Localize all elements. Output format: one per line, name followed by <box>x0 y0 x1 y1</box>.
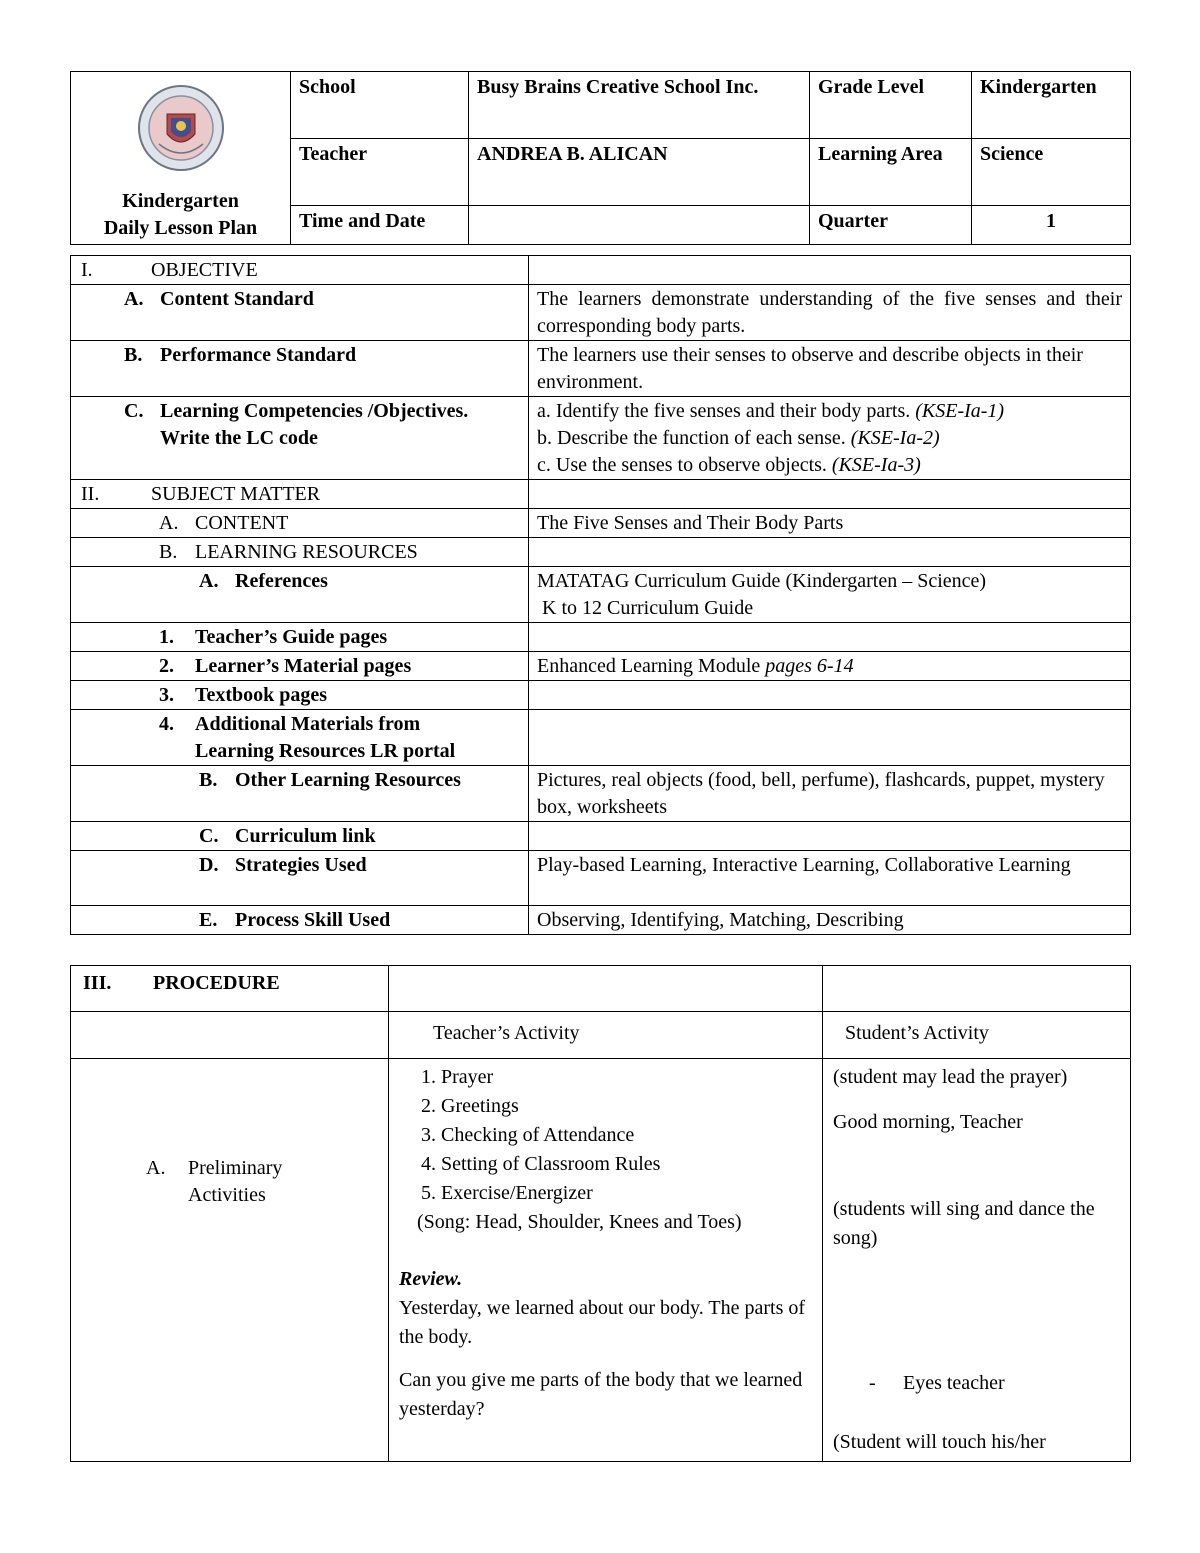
student-response-item <box>833 1369 1120 1398</box>
process-skill-value: Observing, Identifying, Matching, Describing <box>529 906 1131 935</box>
resources-label: LEARNING RESOURCES <box>195 541 418 563</box>
content-standard-label-cell <box>71 285 529 341</box>
teacher-label: Teacher <box>291 139 469 206</box>
deped-seal-icon <box>137 84 225 172</box>
list-item: 2. Greetings <box>421 1095 519 1117</box>
list-marker: A. <box>124 288 144 310</box>
procedure-heading <box>71 966 389 1012</box>
competency-item <box>537 425 1122 452</box>
content-label: CONTENT <box>195 512 289 534</box>
list-item: 1. Prayer <box>421 1066 494 1088</box>
list-marker: A. <box>199 570 219 592</box>
plan-title-line1: Kindergarten <box>122 190 239 212</box>
student-activity-cell <box>823 1059 1131 1462</box>
tg-label: Teacher’s Guide pages <box>195 626 388 648</box>
list-marker: B. <box>124 344 143 366</box>
subject-matter-heading <box>71 480 529 509</box>
list-marker: E. <box>199 909 218 931</box>
lc-code: (KSE-Ia-2) <box>850 427 940 449</box>
student-response: Eyes teacher <box>903 1372 1005 1394</box>
list-marker: 2. <box>159 655 174 677</box>
list-marker: C. <box>199 825 219 847</box>
additional-value <box>529 710 1131 766</box>
competency-item <box>537 452 1122 479</box>
resources-label-cell <box>71 538 529 567</box>
student-response: (student may lead the prayer) <box>833 1066 1068 1088</box>
section-title: SUBJECT MATTER <box>151 483 321 505</box>
competency-text: a. Identify the five senses and their body parts. <box>537 400 916 422</box>
roman-numeral: III. <box>83 972 112 994</box>
lm-value <box>529 652 1131 681</box>
competencies-label-cell <box>71 397 529 480</box>
additional-label-line1: Additional Materials from <box>195 713 421 735</box>
competencies-label-line1: Learning Competencies /Objectives. <box>160 400 469 422</box>
textbook-value <box>529 681 1131 710</box>
empty-cell <box>529 538 1131 567</box>
preliminary-label-line2: Activities <box>188 1184 266 1206</box>
list-item: (Song: Head, Shoulder, Knees and Toes) <box>417 1211 742 1233</box>
quarter-value: 1 <box>972 206 1131 245</box>
empty-cell <box>823 966 1131 1012</box>
list-item: 3. Checking of Attendance <box>421 1124 635 1146</box>
content-value: The Five Senses and Their Body Parts <box>529 509 1131 538</box>
competencies-value <box>529 397 1131 480</box>
grade-value: Kindergarten <box>972 72 1131 139</box>
content-standard-value: The learners demonstrate understanding of the five senses and their corresponding body parts. <box>529 285 1131 341</box>
grade-label: Grade Level <box>810 72 972 139</box>
strategies-value: Play-based Learning, Interactive Learning, Collaborative Learning <box>529 851 1131 906</box>
list-marker: 1. <box>159 626 174 648</box>
preliminary-list <box>399 1063 812 1237</box>
reference-line: K to 12 Curriculum Guide <box>537 597 754 619</box>
school-value: Busy Brains Creative School Inc. <box>469 72 810 139</box>
quarter-label: Quarter <box>810 206 972 245</box>
area-label: Learning Area <box>810 139 972 206</box>
list-marker: B. <box>159 541 178 563</box>
empty-cell <box>529 256 1131 285</box>
student-response: (students will sing and dance the song) <box>833 1198 1095 1249</box>
reference-line: MATATAG Curriculum Guide (Kindergarten – Science) <box>537 570 987 592</box>
lm-value-text: Enhanced Learning Module <box>537 655 766 677</box>
section-title: OBJECTIVE <box>151 259 258 281</box>
student-response: Good morning, Teacher <box>833 1111 1023 1133</box>
references-label: References <box>235 570 328 592</box>
lc-code: (KSE-Ia-3) <box>831 454 921 476</box>
lc-code: (KSE-Ia-1) <box>915 400 1005 422</box>
process-skill-label-cell <box>71 906 529 935</box>
competency-item <box>537 398 1122 425</box>
curriculum-label-cell <box>71 822 529 851</box>
review-question: Can you give me parts of the body that we learned yesterday? <box>399 1369 803 1420</box>
logo-cell <box>71 72 291 245</box>
lm-label-cell <box>71 652 529 681</box>
curriculum-label: Curriculum link <box>235 825 376 847</box>
list-marker: A. <box>146 1157 166 1179</box>
preliminary-label-line1: Preliminary <box>188 1157 283 1179</box>
time-value <box>469 206 810 245</box>
performance-standard-label-cell <box>71 341 529 397</box>
lm-pages: pages 6-14 <box>765 655 854 677</box>
competencies-label-line2: Write the LC code <box>160 427 318 449</box>
teacher-value: ANDREA B. ALICAN <box>469 139 810 206</box>
other-resources-label-cell <box>71 766 529 822</box>
additional-label-cell <box>71 710 529 766</box>
strategies-label-cell <box>71 851 529 906</box>
list-marker: A. <box>159 512 179 534</box>
performance-standard-label: Performance Standard <box>160 344 357 366</box>
teacher-activity-cell <box>389 1059 823 1462</box>
process-skill-label: Process Skill Used <box>235 909 391 931</box>
objective-heading <box>71 256 529 285</box>
area-value: Science <box>972 139 1131 206</box>
list-item: 4. Setting of Classroom Rules <box>421 1153 661 1175</box>
empty-cell <box>71 1012 389 1059</box>
section-title: PROCEDURE <box>153 972 280 994</box>
competency-text: c. Use the senses to observe objects. <box>537 454 832 476</box>
content-standard-label: Content Standard <box>160 288 314 310</box>
review-label: Review. <box>399 1268 463 1290</box>
performance-standard-value: The learners use their senses to observe and describe objects in their environment. <box>529 341 1131 397</box>
textbook-label-cell <box>71 681 529 710</box>
list-item: 5. Exercise/Energizer <box>421 1182 593 1204</box>
list-marker: C. <box>124 400 144 422</box>
textbook-label: Textbook pages <box>195 684 328 706</box>
time-label: Time and Date <box>291 206 469 245</box>
dash-marker: - <box>869 1372 876 1394</box>
content-label-cell <box>71 509 529 538</box>
references-label-cell <box>71 567 529 623</box>
other-resources-label: Other Learning Resources <box>235 769 461 791</box>
competency-text: b. Describe the function of each sense. <box>537 427 851 449</box>
school-label: School <box>291 72 469 139</box>
strategies-label: Strategies Used <box>235 854 367 876</box>
student-response: (Student will touch his/her <box>833 1431 1046 1453</box>
other-resources-value: Pictures, real objects (food, bell, perfume), flashcards, puppet, mystery box, worksheets <box>529 766 1131 822</box>
review-text: Yesterday, we learned about our body. The parts of the body. <box>399 1297 806 1348</box>
empty-cell <box>389 966 823 1012</box>
tg-value <box>529 623 1131 652</box>
header-table <box>70 71 1131 245</box>
teacher-activity-heading: Teacher’s Activity <box>389 1012 823 1059</box>
list-marker: 4. <box>159 713 174 735</box>
empty-cell <box>529 480 1131 509</box>
curriculum-value <box>529 822 1131 851</box>
procedure-table <box>70 965 1131 1462</box>
objective-table <box>70 255 1131 935</box>
references-value <box>529 567 1131 623</box>
preliminary-label-cell <box>71 1059 389 1462</box>
list-marker: D. <box>199 854 219 876</box>
list-marker: 3. <box>159 684 174 706</box>
plan-title-line2: Daily Lesson Plan <box>103 217 258 239</box>
list-marker: B. <box>199 769 218 791</box>
tg-label-cell <box>71 623 529 652</box>
roman-numeral: II. <box>81 483 100 505</box>
lm-label: Learner’s Material pages <box>195 655 412 677</box>
roman-numeral: I. <box>81 259 93 281</box>
student-activity-heading: Student’s Activity <box>823 1012 1131 1059</box>
additional-label-line2: Learning Resources LR portal <box>195 740 456 762</box>
